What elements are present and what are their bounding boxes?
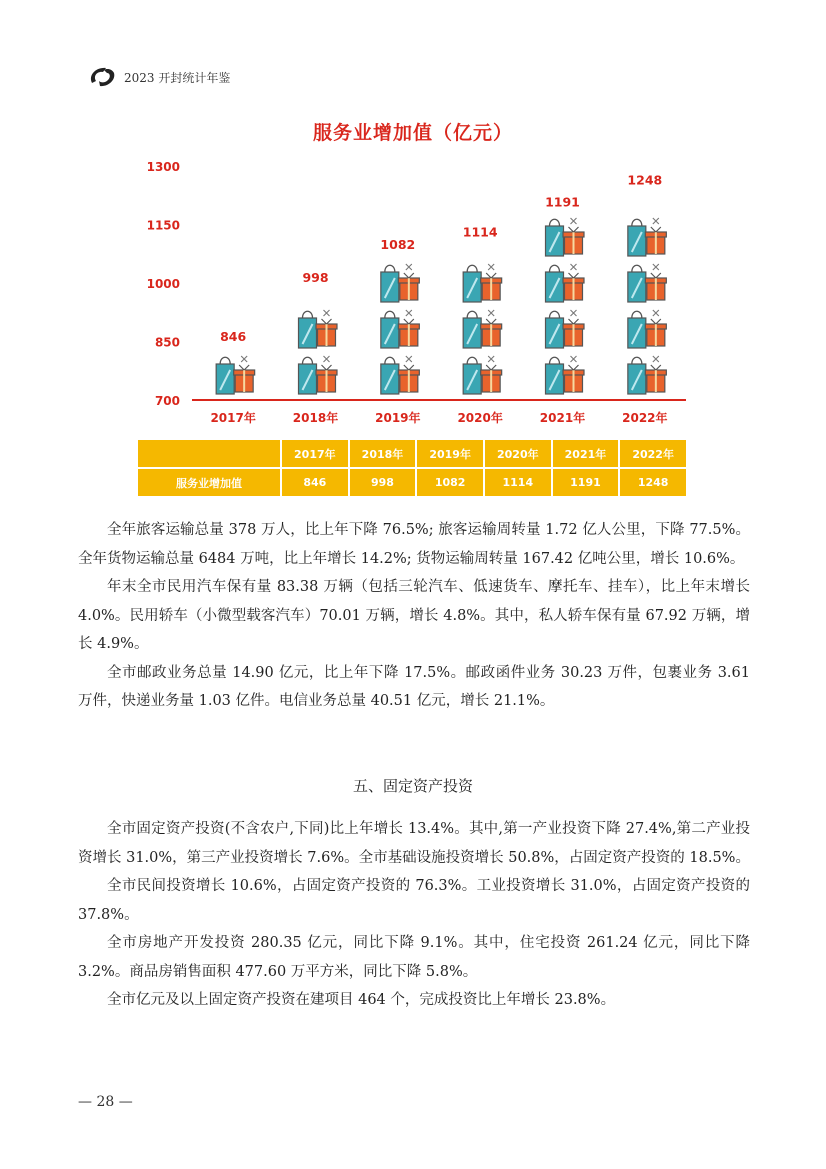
yearbook-logo-icon: [88, 65, 118, 89]
body-section-investment: [78, 815, 750, 1015]
data-label: 1191: [545, 194, 580, 210]
bag-handle: [632, 357, 642, 364]
x-tick-label: 2017年: [210, 411, 256, 425]
header-title: 2023 开封统计年鉴: [124, 70, 231, 85]
y-tick-label: 1000: [146, 277, 180, 291]
bag-handle: [632, 219, 642, 226]
bag-handle: [467, 357, 477, 364]
bar-2017年: [216, 356, 255, 394]
data-label: 998: [302, 269, 329, 285]
bar-2020年: [463, 264, 502, 394]
data-label: 1248: [627, 172, 663, 188]
table-header-cell: 2022年: [619, 439, 687, 468]
gift-bow: [486, 319, 496, 324]
sparkle-icon: [653, 264, 659, 270]
x-tick-label: 2021年: [539, 411, 586, 425]
sparkle-icon: [324, 356, 330, 362]
sparkle-icon: [406, 264, 412, 270]
paragraph: 全市房地产开发投资 280.35 亿元，同比下降 9.1%。其中，住宅投资 261.24 亿元，同比下降 3.2%。商品房销售面积 477.60 万平方米，同比下降 5.8%。: [78, 935, 750, 980]
bag-handle: [385, 311, 395, 318]
y-tick-label: 850: [154, 335, 180, 350]
bag-handle: [550, 265, 560, 272]
gift-bow: [404, 273, 414, 278]
page-number: — 28 —: [78, 1094, 133, 1110]
x-tick-label: 2022年: [622, 411, 668, 425]
paragraph: 全市邮政业务总量 14.90 亿元，比上年下降 17.5%。邮政函件业务 30.23 万件，包裹业务 3.61 万件，快递业务量 1.03 亿件。电信业务总量 40.51 亿元，增长 21.1%。: [78, 664, 750, 709]
sparkle-icon: [653, 218, 659, 224]
gift-bow: [569, 365, 579, 370]
page-header: [88, 62, 230, 92]
bag-handle: [385, 265, 395, 272]
table-row: [137, 468, 687, 497]
gift-bow: [569, 319, 579, 324]
gift-bow: [486, 273, 496, 278]
gift-bow: [651, 273, 661, 278]
table-value-cell: 1114: [484, 468, 552, 497]
sparkle-icon: [406, 356, 412, 362]
gift-bow: [486, 365, 496, 370]
gift-bow: [651, 227, 661, 232]
bag-handle: [550, 311, 560, 318]
gift-bow: [322, 319, 332, 324]
bag-handle: [467, 265, 477, 272]
table-value-cell: 1191: [552, 468, 620, 497]
sparkle-icon: [324, 310, 330, 316]
paragraph: 全市固定资产投资(不含农户,下同)比上年增长 13.4%。其中,第一产业投资下降 27.4%,第二产业投资增长 31.0%，第三产业投资增长 7.6%。全市基础设施投资增长 50.8%，占固定资产投资的 18.5%。: [78, 821, 750, 866]
gift-bow: [651, 365, 661, 370]
table-value-cell: 846: [281, 468, 349, 497]
data-label: 1114: [462, 224, 498, 240]
table-header-cell: 2019年: [416, 439, 484, 468]
x-tick-label: 2018年: [292, 411, 339, 425]
table-value-cell: 998: [349, 468, 417, 497]
paragraph: 全市亿元及以上固定资产投资在建项目 464 个，完成投资比上年增长 23.8%。: [107, 992, 616, 1008]
chart-title: 服务业增加值（亿元）: [312, 122, 513, 144]
bar-2018年: [299, 310, 338, 394]
gift-bow: [322, 365, 332, 370]
sparkle-icon: [488, 356, 494, 362]
sparkle-icon: [488, 310, 494, 316]
table-header-row: [137, 439, 687, 468]
body-section-transport: [78, 516, 750, 716]
data-label: 846: [220, 329, 247, 345]
gift-bow: [404, 365, 414, 370]
y-tick-label: 700: [154, 394, 180, 408]
sparkle-icon: [653, 356, 659, 362]
table-header-cell: 2021年: [552, 439, 620, 468]
x-tick-label: 2019年: [375, 411, 421, 425]
sparkle-icon: [653, 310, 659, 316]
bag-handle: [220, 357, 230, 364]
sparkle-icon: [571, 218, 577, 224]
gift-bow: [239, 365, 249, 370]
gift-bow: [651, 319, 661, 324]
sparkle-icon: [241, 356, 247, 362]
table-header-cell: 2017年: [281, 439, 349, 468]
bag-handle: [303, 357, 313, 364]
sparkle-icon: [406, 310, 412, 316]
table-corner-cell: [137, 439, 281, 468]
section-heading: 五、固定资产投资: [352, 777, 473, 795]
table-row-label: 服务业增加值: [137, 468, 281, 497]
bag-handle: [303, 311, 313, 318]
gift-bow: [569, 273, 579, 278]
sparkle-icon: [571, 356, 577, 362]
bag-handle: [632, 265, 642, 272]
paragraph: 年末全市民用汽车保有量 83.38 万辆（包括三轮汽车、低速货车、摩托车、挂车），比上年末增长 4.0%。民用轿车（小微型载客汽车）70.01 万辆，增长 4.8%。其中，私人轿车保有量 67.92 万辆，增长 4.9%。: [78, 579, 750, 652]
table-value-cell: 1082: [416, 468, 484, 497]
table-header-cell: 2018年: [349, 439, 417, 468]
bag-handle: [550, 219, 560, 226]
bag-handle: [632, 311, 642, 318]
bag-handle: [550, 357, 560, 364]
sparkle-icon: [571, 310, 577, 316]
chart-data-table: [136, 438, 688, 498]
y-tick-label: 1150: [146, 218, 180, 233]
table-value-cell: 1248: [619, 468, 687, 497]
gift-bow: [404, 319, 414, 324]
service-value-chart: [130, 150, 700, 440]
paragraph: 全年旅客运输总量 378 万人，比上年下降 76.5%; 旅客运输周转量 1.72 亿人公里，下降 77.5%。全年货物运输总量 6484 万吨，比上年增长 14.2%; 货物运输周转量 167.42 亿吨公里，增长 10.6%。: [78, 522, 750, 567]
bar-2019年: [381, 264, 420, 394]
paragraph: 全市民间投资增长 10.6%，占固定资产投资的 76.3%。工业投资增长 31.0%，占固定资产投资的 37.8%。: [78, 878, 750, 923]
y-tick-label: 1300: [146, 160, 180, 174]
data-label: 1082: [380, 237, 416, 253]
gift-bow: [569, 227, 579, 232]
sparkle-icon: [571, 264, 577, 270]
bar-2022年: [628, 218, 666, 394]
sparkle-icon: [488, 264, 494, 270]
table-header-cell: 2020年: [484, 439, 552, 468]
bar-2021年: [546, 218, 585, 394]
bag-handle: [385, 357, 395, 364]
bag-handle: [467, 311, 477, 318]
x-tick-label: 2020年: [457, 411, 503, 425]
